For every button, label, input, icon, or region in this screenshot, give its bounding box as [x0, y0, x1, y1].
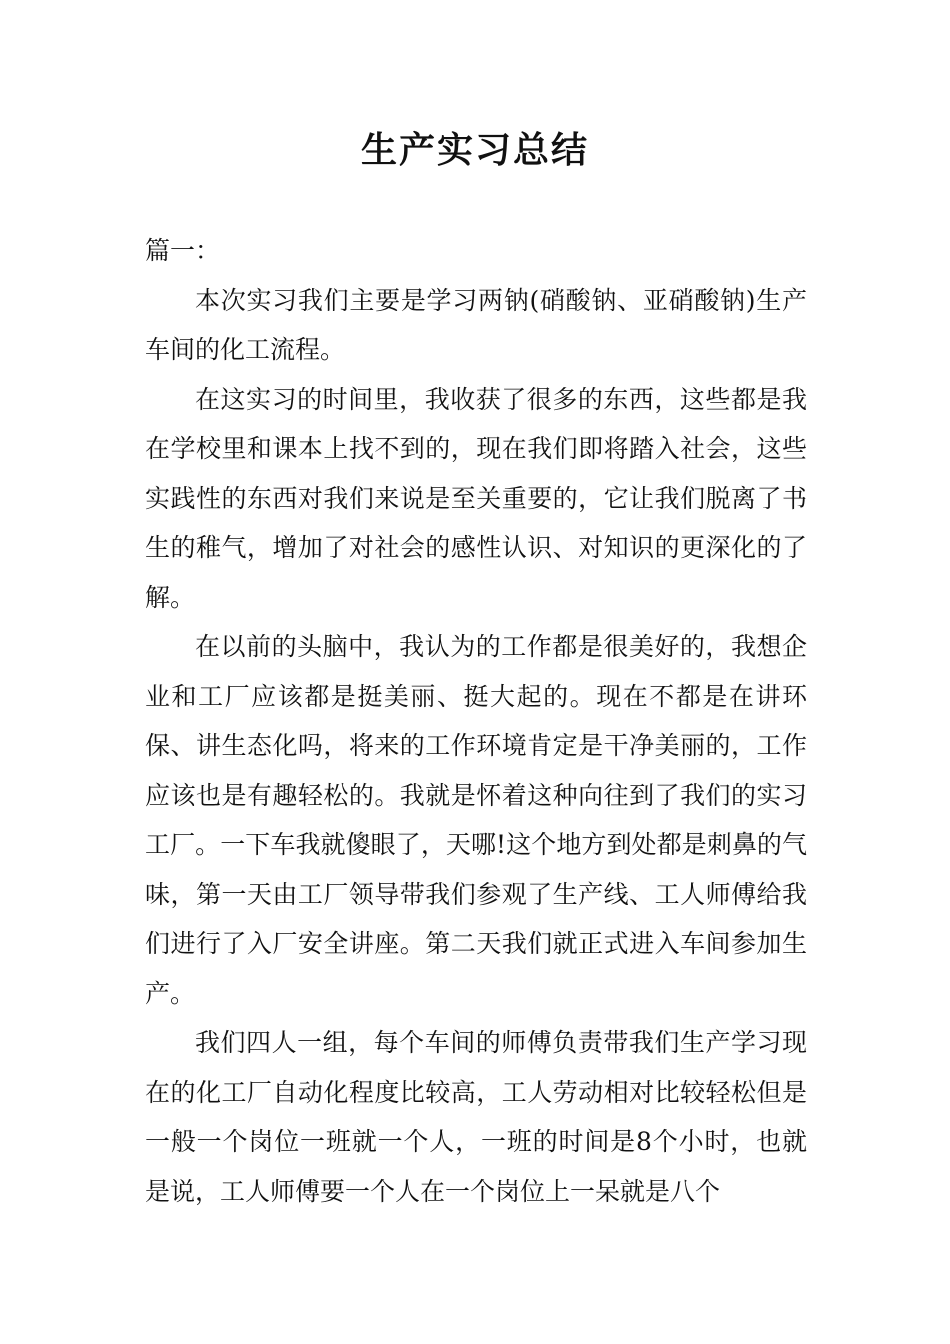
document-body [145, 226, 807, 1216]
paragraph-2: 在这实习的时间里，我收获了很多的东西，这些都是我在学校里和课本上找不到的，现在我们即将踏入社会，这些实践性的东西对我们来说是至关重要的，它让我们脱离了书生的稚气，增加了对社会的感性认识、对知识的更深化的了解。 [145, 384, 807, 612]
paragraph-1: 本次实习我们主要是学习两钠(硝酸钠、亚硝酸钠)生产车间的化工流程。 [145, 285, 807, 364]
document-title: 生产实习总结 [360, 130, 589, 171]
paragraph-3: 在以前的头脑中，我认为的工作都是很美好的，我想企业和工厂应该都是挺美丽、挺大起的。现在不都是在讲环保、讲生态化吗，将来的工作环境肯定是干净美丽的，工作应该也是有趣轻松的。我就是怀着这种向往到了我们的实习工厂。一下车我就傻眼了，天哪!这个地方到处都是刺鼻的气味，第一天由工厂领导带我们参观了生产线、工人师傅给我们进行了入厂安全讲座。第二天我们就正式进入车间参加生产。 [145, 632, 807, 1008]
section-heading: 篇一： [145, 236, 221, 265]
paragraph-4: 我们四人一组，每个车间的师傅负责带我们生产学习现在的化工厂自动化程度比较高，工人劳动相对比较轻松但是一般一个岗位一班就一个人，一班的时间是8个小时，也就是说，工人师傅要一个人在一个岗位上一呆就是八个 [145, 1028, 807, 1206]
